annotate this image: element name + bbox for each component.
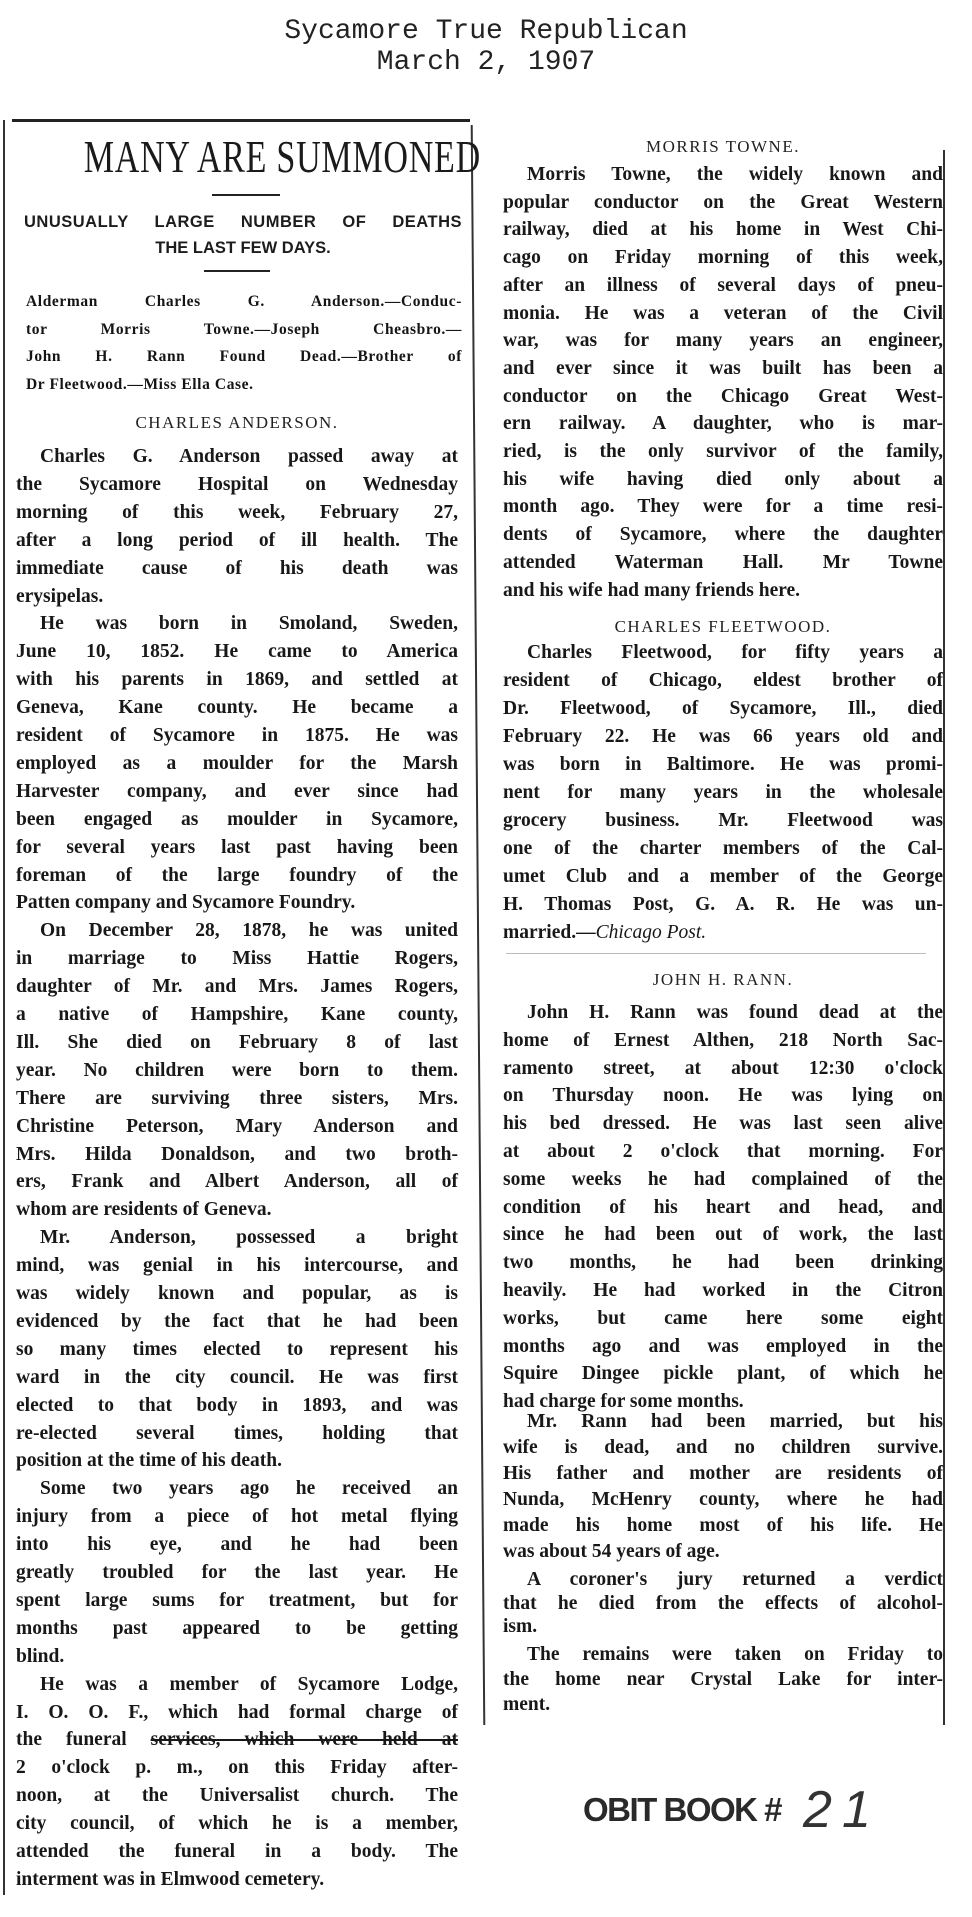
section-heading: CHARLES ANDERSON.	[135, 413, 339, 432]
text-line: and ever since it was built has been a	[503, 357, 943, 379]
text-line: a native of Hampshire, Kane county,	[16, 1004, 458, 1025]
text-line: noon, at the Universalist church. The	[16, 1785, 458, 1807]
text-line: was about 54 years of age.	[503, 1541, 720, 1562]
text-line: nent for many years in the wholesale	[503, 782, 943, 803]
text-line: Mr. Anderson, possessed a bright	[40, 1227, 458, 1249]
text-line: into his eye, and he had been	[16, 1534, 458, 1556]
text-line: works, but came here some eight	[503, 1307, 943, 1329]
text-line: Squire Dingee pickle plant, of which he	[503, 1363, 943, 1385]
headline-text: MANY ARE SUMMONED	[83, 131, 481, 182]
struck-text: services, which were held at	[150, 1729, 458, 1751]
text-line: Charles Fleetwood, for fifty years a	[527, 642, 943, 663]
text-line: heavily. He had worked in the Citron	[503, 1280, 943, 1301]
text-line: immediate cause of his death was	[16, 557, 458, 579]
text-line: made his home most of his life. He	[503, 1515, 943, 1536]
text-line: home of Ernest Althen, 218 North Sac-	[503, 1029, 943, 1051]
text-line: was widely known and popular, as is	[16, 1283, 458, 1304]
text-line: with his parents in 1869, and settled at	[16, 669, 458, 691]
text-line: city council, of which he is a member,	[16, 1813, 458, 1835]
text-line: interment was in Elmwood cemetery.	[16, 1868, 325, 1890]
text-line: ward in the city council. He was first	[16, 1366, 458, 1388]
text-line: foreman of the large foundry of the	[16, 864, 458, 886]
text-line: month ago. They were for a time resi-	[503, 496, 943, 518]
text-line: months ago and was employed in the	[503, 1335, 943, 1357]
text-line: for several years last past having been	[16, 836, 458, 858]
text-line: war, was for many years an engineer,	[503, 330, 943, 352]
text-line: two months, he had been drinking	[503, 1252, 943, 1274]
text-line: been engaged as moulder in Sycamore,	[16, 808, 458, 830]
text-line: spent large sums for treatment, but for	[16, 1589, 458, 1611]
text-line: that he died from the effects of alcohol-	[503, 1592, 943, 1614]
text-line: monia. He was a veteran of the Civil	[503, 302, 943, 324]
text-line: A coroner's jury returned a verdict	[527, 1569, 943, 1590]
right-border	[943, 150, 945, 1725]
text-line: Some two years ago he received an	[40, 1478, 458, 1500]
obit-book-stamp	[583, 1780, 881, 1840]
deck-line: John H. Rann Found Dead.—Brother of	[26, 348, 462, 365]
text-line: after an illness of several days of pneu-	[503, 274, 943, 296]
text-line: ried, is the only survivor of the family,	[503, 441, 943, 462]
publication-date: March 2, 1907	[376, 47, 596, 78]
text-line: blind.	[16, 1645, 65, 1667]
text-line: ment.	[503, 1694, 551, 1715]
text-line: On December 28, 1878, he was united	[40, 920, 458, 942]
text-line: resident of Sycamore in 1875. He was	[16, 725, 458, 746]
text-line: had charge for some months.	[503, 1391, 744, 1413]
text-line	[16, 1726, 458, 1754]
text-line: so many times elected to represent his	[16, 1338, 458, 1360]
text-line: whom are residents of Geneva.	[16, 1199, 272, 1221]
text-line: There are surviving three sisters, Mrs.	[16, 1087, 458, 1109]
text-segment: married.—	[503, 922, 596, 943]
text-line: since he had been out of work, the last	[503, 1224, 943, 1246]
text-line: John H. Rann was found dead at the	[527, 1002, 943, 1023]
text-line: in marriage to Miss Hattie Rogers,	[16, 948, 458, 970]
headline	[14, 131, 481, 182]
text-line: ramento street, at about 12:30 o'clock	[503, 1057, 943, 1079]
text-line: morning of this week, February 27,	[16, 501, 458, 523]
text-line: He was a member of Sycamore Lodge,	[40, 1673, 458, 1695]
section-heading: CHARLES FLEETWOOD.	[614, 617, 832, 636]
column-divider	[471, 125, 485, 1725]
text-line: Patten company and Sycamore Foundry.	[16, 892, 356, 914]
text-line: ers, Frank and Albert Anderson, all of	[16, 1171, 458, 1193]
text-line: mind, was genial in his intercourse, and	[16, 1255, 458, 1277]
deck-line: Alderman Charles G. Anderson.—Conduc-	[26, 293, 462, 310]
headline-rule	[212, 194, 280, 196]
text-line: months past appeared to be getting	[16, 1617, 458, 1639]
text-line: popular conductor on the Great Western	[503, 191, 943, 213]
text-line: condition of his heart and head, and	[503, 1196, 943, 1218]
deck-line: Dr Fleetwood.—Miss Ella Case.	[26, 376, 254, 393]
text-line: attended Waterman Hall. Mr Towne	[503, 551, 943, 573]
text-line: Christine Peterson, Mary Anderson and	[16, 1115, 458, 1137]
text-line: wife is dead, and no children survive.	[503, 1437, 943, 1458]
top-rule	[12, 119, 470, 122]
text-line: greatly troubled for the last year. He	[16, 1562, 458, 1583]
text-line: umet Club and a member of the George	[503, 866, 943, 887]
text-line: injury from a piece of hot metal flying	[16, 1506, 458, 1528]
left-border	[3, 120, 5, 1895]
text-line: daughter of Mr. and Mrs. James Rogers,	[16, 976, 458, 998]
text-line: resident of Chicago, eldest brother of	[503, 670, 943, 691]
text-line: elected to that body in 1893, and was	[16, 1394, 458, 1416]
text-line: employed as a moulder for the Marsh	[16, 752, 458, 774]
section-heading: MORRIS TOWNE.	[646, 137, 800, 156]
text-line: ern railway. A daughter, who is mar-	[503, 413, 943, 435]
text-line: February 22. He was 66 years old and	[503, 726, 943, 747]
text-line: re-elected several times, holding that	[16, 1422, 458, 1444]
text-line: attended the funeral in a body. The	[16, 1841, 458, 1862]
obit-book-label: OBIT BOOK #	[583, 1791, 782, 1828]
subhead-rule	[204, 270, 270, 272]
text-line: after a long period of ill health. The	[16, 529, 458, 551]
text-line: Mrs. Hilda Donaldson, and two broth-	[16, 1143, 458, 1165]
text-line: grocery business. Mr. Fleetwood was	[503, 810, 943, 831]
obit-book-number: 21	[803, 1781, 881, 1839]
subhead-line: THE LAST FEW DAYS.	[155, 239, 331, 257]
text-line: at about 2 o'clock that morning. For	[503, 1141, 943, 1162]
text-line: Harvester company, and ever since had	[16, 780, 458, 802]
text-line: The remains were taken on Friday to	[527, 1644, 943, 1665]
text-line: Morris Towne, the widely known and	[527, 164, 943, 185]
text-line: erysipelas.	[16, 585, 104, 607]
text-line: and his wife had many friends here.	[503, 579, 801, 601]
text-line: Mr. Rann had been married, but his	[527, 1411, 943, 1432]
text-line: 2 o'clock p. m., on this Friday after-	[16, 1757, 458, 1779]
text-line	[503, 919, 943, 947]
text-line: the home near Crystal Lake for inter-	[503, 1669, 943, 1690]
text-line: conductor on the Chicago Great West-	[503, 385, 943, 407]
source-credit: Chicago Post.	[595, 922, 707, 943]
text-line: was born in Baltimore. He was promi-	[503, 754, 943, 775]
text-line: ism.	[503, 1616, 538, 1637]
text-line: position at the time of his death.	[16, 1450, 282, 1472]
text-line: June 10, 1852. He came to America	[16, 641, 458, 663]
text-line: H. Thomas Post, G. A. R. He was un-	[503, 894, 943, 915]
text-line: Charles G. Anderson passed away at	[40, 446, 458, 467]
text-line: Nunda, McHenry county, where he had	[503, 1489, 943, 1510]
text-line: He was born in Smoland, Sweden,	[40, 613, 458, 635]
text-line: some weeks he had complained of the	[503, 1168, 943, 1190]
text-line: Ill. She died on February 8 of last	[16, 1031, 458, 1053]
publication-name: Sycamore True Republican	[284, 16, 688, 47]
deck-line: tor Morris Towne.—Joseph Cheasbro.—	[26, 321, 462, 338]
text-line: his wife having died only about a	[503, 468, 943, 490]
text-line: Geneva, Kane county. He became a	[16, 697, 458, 719]
text-line: dents of Sycamore, where the daughter	[503, 524, 943, 546]
text-line: His father and mother are residents of	[503, 1463, 943, 1484]
text-line: one of the charter members of the Cal-	[503, 838, 943, 859]
text-segment: the funeral	[16, 1729, 151, 1751]
subhead-line: UNUSUALLY LARGE NUMBER OF DEATHS	[24, 213, 462, 231]
text-line: I. O. O. F., which had formal charge of	[16, 1701, 458, 1723]
text-line: the Sycamore Hospital on Wednesday	[16, 473, 458, 495]
text-line: year. No children were born to them.	[16, 1059, 458, 1081]
text-line: cago on Friday morning of this week,	[503, 247, 943, 269]
text-line: evidenced by the fact that he had been	[16, 1310, 458, 1332]
text-line: on Thursday noon. He was lying on	[503, 1085, 943, 1107]
text-line: railway, died at his home in West Chi-	[503, 219, 943, 241]
text-line: Dr. Fleetwood, of Sycamore, Ill., died	[503, 698, 943, 719]
section-separator	[506, 953, 926, 954]
text-line: his bed dressed. He was last seen alive	[503, 1113, 943, 1135]
section-heading: JOHN H. RANN.	[652, 970, 794, 989]
